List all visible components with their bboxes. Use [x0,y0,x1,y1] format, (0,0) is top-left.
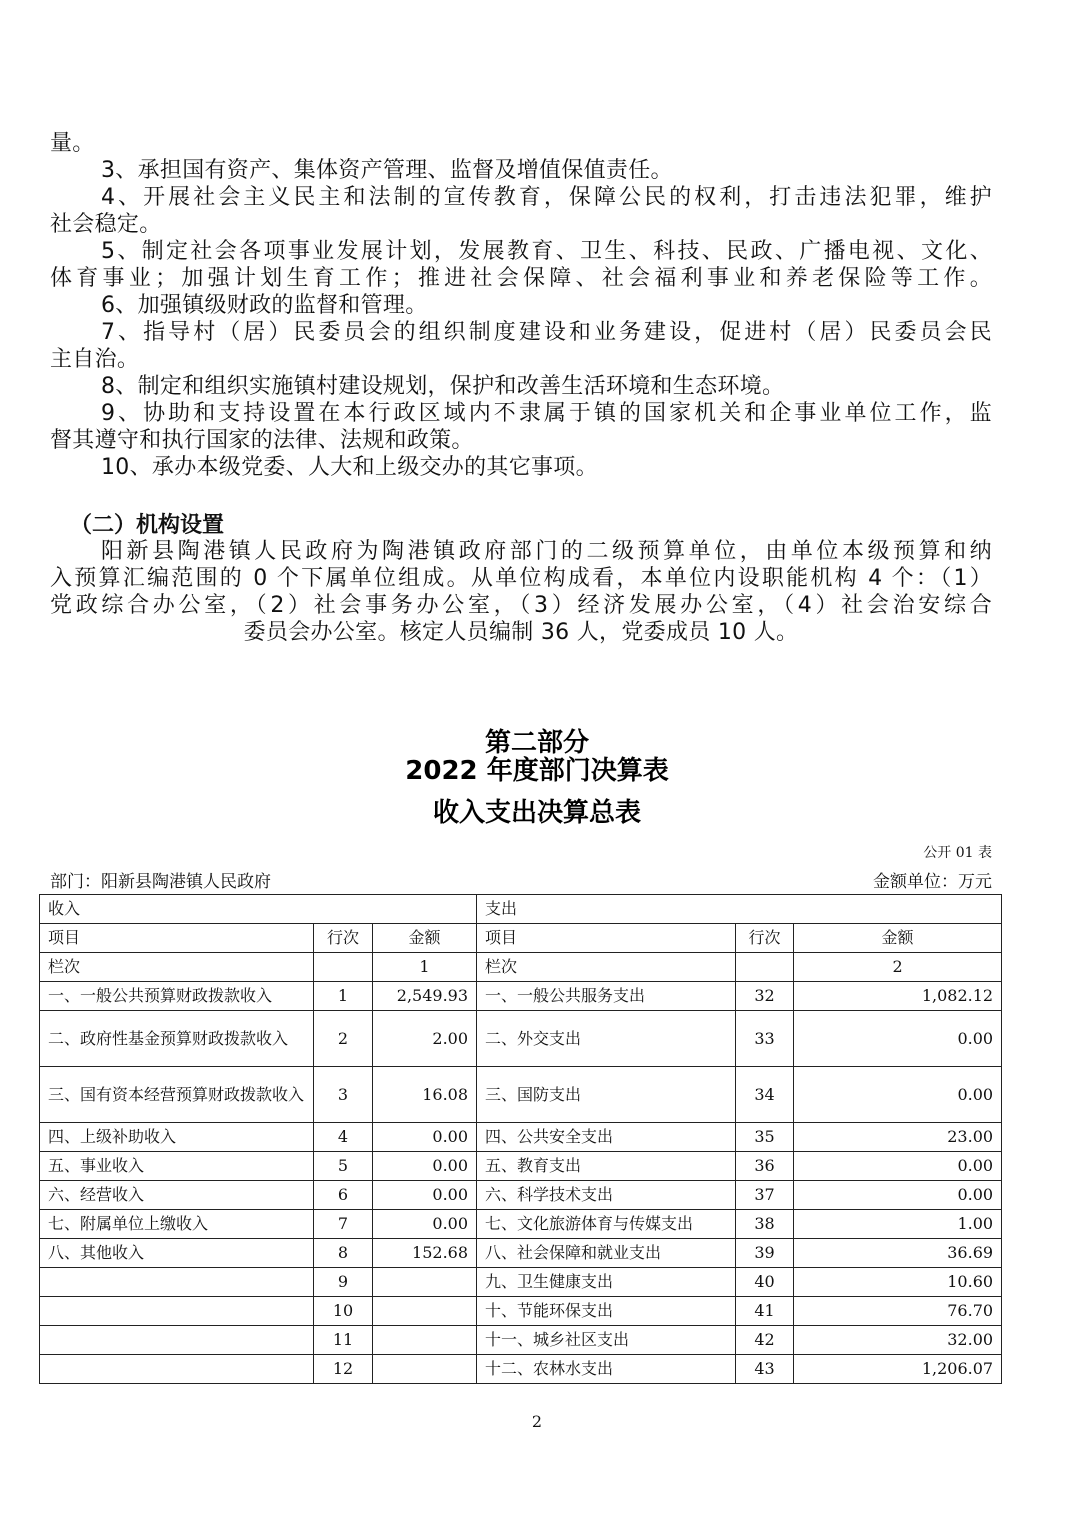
text-line: 入预算汇编范围的 0 个下属单位组成。从单位构成看，本单位内设职能机构 4 个：（1） [50,566,992,591]
text-line: 委员会办公室。核定人员编制 36 人，党委成员 10 人。 [243,620,799,645]
income-amount: 2,549.93 [373,982,477,1011]
expense-row-no: 40 [736,1268,794,1297]
income-amount: 16.08 [373,1067,477,1123]
text-line: 党政综合办公室，（2）社会事务办公室，（3）经济发展办公室，（4）社会治安综合 [50,593,992,618]
section-heading: （二）机构设置 [70,513,225,538]
table-section-row [40,895,1002,924]
expense-item: 六、科学技术支出 [477,1181,736,1210]
income-item: 五、事业收入 [40,1152,314,1181]
expense-item: 一、一般公共服务支出 [477,982,736,1011]
income-row-no: 8 [314,1239,373,1268]
income-item [40,1326,314,1355]
expense-col-number: 2 [794,953,1002,982]
income-col-number: 1 [373,953,477,982]
table-row [40,1210,1002,1239]
income-item: 四、上级补助收入 [40,1123,314,1152]
table-row [40,1152,1002,1181]
income-row-no: 2 [314,1011,373,1067]
header-row-no: 行次 [314,924,373,953]
expense-amount: 1.00 [794,1210,1002,1239]
text-line: 3、承担国有资产、集体资产管理、监督及增值保值责任。 [101,158,673,183]
text-line: 社会稳定。 [50,212,162,237]
table-title: 收入支出决算总表 [432,798,641,828]
income-section-label: 收入 [40,895,477,924]
text-line: 10、承办本级党委、人大和上级交办的其它事项。 [101,455,598,480]
section2-paragraph [50,538,992,646]
expense-row-no: 36 [736,1152,794,1181]
income-amount: 0.00 [373,1123,477,1152]
year-title: 2022 年度部门决算表 [405,756,669,786]
table-header-row [40,924,1002,953]
income-row-no: 6 [314,1181,373,1210]
expense-row-no: 42 [736,1326,794,1355]
income-row-no: 5 [314,1152,373,1181]
income-amount [373,1297,477,1326]
col-label: 栏次 [477,953,736,982]
expense-row-no: 39 [736,1239,794,1268]
page-number: 2 [531,1412,543,1431]
part-title: 第二部分 [484,728,589,758]
header-item: 项目 [477,924,736,953]
expense-amount: 23.00 [794,1123,1002,1152]
column-number-row [40,953,1002,982]
text-line: 5、制定社会各项事业发展计划，发展教育、卫生、科技、民政、广播电视、文化、 [101,239,992,264]
table-row [40,982,1002,1011]
income-item: 三、国有资本经营预算财政拨款收入 [40,1067,314,1123]
income-item: 八、其他收入 [40,1239,314,1268]
income-row-no: 7 [314,1210,373,1239]
text-line: 阳新县陶港镇人民政府为陶港镇政府部门的二级预算单位，由单位本级预算和纳 [101,539,992,564]
table-row [40,1297,1002,1326]
expense-item: 九、卫生健康支出 [477,1268,736,1297]
expense-item: 三、国防支出 [477,1067,736,1123]
empty-cell [736,953,794,982]
expense-section-label: 支出 [477,895,1002,924]
income-item [40,1268,314,1297]
income-amount: 0.00 [373,1210,477,1239]
amount-unit: 金额单位：万元 [873,872,992,892]
expense-item: 十二、农林水支出 [477,1355,736,1384]
income-row-no: 4 [314,1123,373,1152]
table-row [40,1067,1002,1123]
expense-item: 八、社会保障和就业支出 [477,1239,736,1268]
expense-amount: 1,206.07 [794,1355,1002,1384]
table-row [40,1268,1002,1297]
income-item: 六、经营收入 [40,1181,314,1210]
income-amount [373,1355,477,1384]
income-item: 一、一般公共预算财政拨款收入 [40,982,314,1011]
text-line: 4、开展社会主义民主和法制的宣传教育，保障公民的权利，打击违法犯罪，维护 [101,185,992,210]
income-row-no: 1 [314,982,373,1011]
expense-item: 十、节能环保支出 [477,1297,736,1326]
income-row-no: 10 [314,1297,373,1326]
expense-amount: 0.00 [794,1152,1002,1181]
text-line: 量。 [50,131,95,156]
expense-row-no: 37 [736,1181,794,1210]
table-row [40,1123,1002,1152]
header-amount: 金额 [794,924,1002,953]
text-line: 6、加强镇级财政的监督和管理。 [101,293,428,318]
expense-row-no: 35 [736,1123,794,1152]
expense-amount: 0.00 [794,1011,1002,1067]
expense-item: 二、外交支出 [477,1011,736,1067]
table-row [40,1181,1002,1210]
expense-row-no: 34 [736,1067,794,1123]
form-number: 公开 01 表 [923,845,992,861]
table-row [40,1355,1002,1384]
expense-amount: 76.70 [794,1297,1002,1326]
header-item: 项目 [40,924,314,953]
header-row-no: 行次 [736,924,794,953]
expense-amount: 1,082.12 [794,982,1002,1011]
income-amount: 152.68 [373,1239,477,1268]
expense-item: 五、教育支出 [477,1152,736,1181]
income-row-no: 3 [314,1067,373,1123]
expense-item: 七、文化旅游体育与传媒支出 [477,1210,736,1239]
income-row-no: 12 [314,1355,373,1384]
header-amount: 金额 [373,924,477,953]
text-line: 8、制定和组织实施镇村建设规划，保护和改善生活环境和生态环境。 [101,374,785,399]
table-row [40,1011,1002,1067]
expense-row-no: 41 [736,1297,794,1326]
expense-item: 十一、城乡社区支出 [477,1326,736,1355]
table-row [40,1239,1002,1268]
expense-amount: 0.00 [794,1067,1002,1123]
expense-amount: 36.69 [794,1239,1002,1268]
income-amount: 0.00 [373,1181,477,1210]
income-expense-table [39,894,1002,1384]
expense-row-no: 38 [736,1210,794,1239]
income-amount: 2.00 [373,1011,477,1067]
table-row [40,1326,1002,1355]
income-row-no: 11 [314,1326,373,1355]
expense-amount: 32.00 [794,1326,1002,1355]
income-item: 二、政府性基金预算财政拨款收入 [40,1011,314,1067]
body-paragraphs [50,130,992,481]
income-row-no: 9 [314,1268,373,1297]
expense-row-no: 33 [736,1011,794,1067]
text-line: 体育事业；加强计划生育工作；推进社会保障、社会福利事业和养老保险等工作。 [50,266,992,291]
income-amount: 0.00 [373,1152,477,1181]
income-amount [373,1268,477,1297]
empty-cell [314,953,373,982]
col-label: 栏次 [40,953,314,982]
expense-amount: 0.00 [794,1181,1002,1210]
text-line: 9、协助和支持设置在本行政区域内不隶属于镇的国家机关和企事业单位工作，监 [101,401,992,426]
expense-item: 四、公共安全支出 [477,1123,736,1152]
expense-row-no: 43 [736,1355,794,1384]
income-amount [373,1326,477,1355]
text-line: 督其遵守和执行国家的法律、法规和政策。 [50,428,474,453]
income-item [40,1355,314,1384]
income-item: 七、附属单位上缴收入 [40,1210,314,1239]
department-label: 部门：阳新县陶港镇人民政府 [50,872,271,892]
expense-amount: 10.60 [794,1268,1002,1297]
income-item [40,1297,314,1326]
text-line: 7、指导村（居）民委员会的组织制度建设和业务建设，促进村（居）民委员会民 [101,320,992,345]
text-line: 主自治。 [50,347,140,372]
expense-row-no: 32 [736,982,794,1011]
